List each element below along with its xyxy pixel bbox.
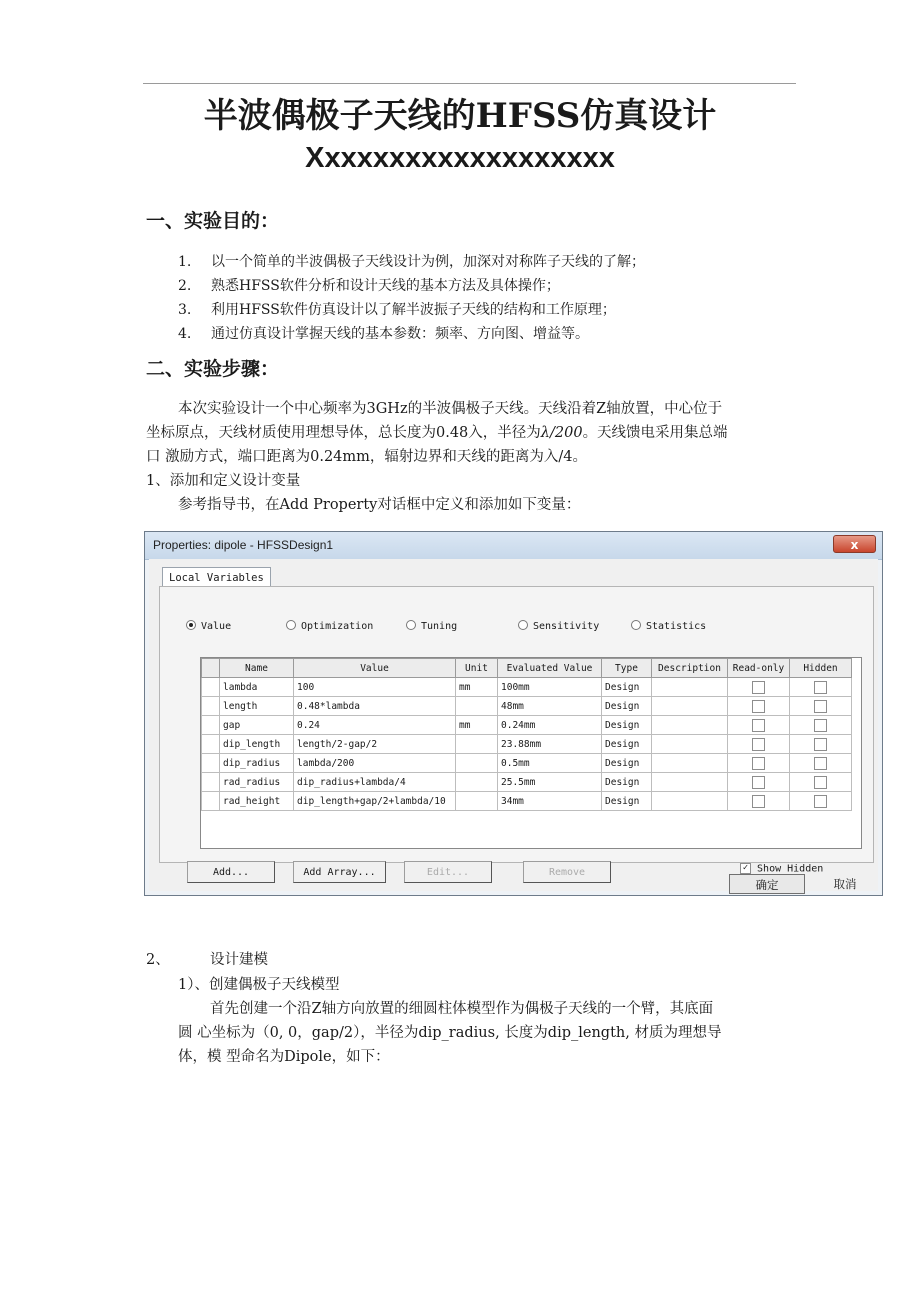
cell-description[interactable]	[652, 678, 728, 697]
cell-evaluated: 48mm	[498, 697, 602, 716]
row-selector[interactable]	[202, 735, 220, 754]
cell-type: Design	[602, 697, 652, 716]
hidden-checkbox[interactable]	[814, 719, 827, 732]
readonly-checkbox[interactable]	[752, 757, 765, 770]
list-text: 利用HFSS软件仿真设计以了解半波振子天线的结构和工作原理；	[211, 302, 616, 318]
step2-heading: 设计建模	[210, 952, 268, 968]
row-selector[interactable]	[202, 773, 220, 792]
list-number: 2.	[178, 278, 192, 294]
row-selector[interactable]	[202, 697, 220, 716]
radio-label: Optimization	[301, 621, 374, 632]
radio-label: Sensitivity	[533, 621, 600, 632]
table-header-row	[202, 659, 852, 678]
cell-unit[interactable]: mm	[456, 678, 498, 697]
cell-evaluated: 100mm	[498, 678, 602, 697]
radio-icon	[518, 620, 528, 630]
column-header[interactable]: Description	[652, 659, 728, 678]
radio-label: Value	[201, 621, 232, 632]
hidden-cell	[790, 678, 852, 697]
radio-value[interactable]	[186, 620, 231, 632]
hidden-cell	[790, 773, 852, 792]
cell-name[interactable]: lambda	[220, 678, 294, 697]
cell-value[interactable]: 100	[294, 678, 456, 697]
variables-table	[201, 658, 852, 811]
row-selector[interactable]	[202, 678, 220, 697]
radio-selected-icon	[186, 620, 196, 630]
table-row[interactable]	[202, 735, 852, 754]
readonly-cell	[728, 792, 790, 811]
cell-type: Design	[602, 716, 652, 735]
cell-unit[interactable]	[456, 735, 498, 754]
cell-type: Design	[602, 678, 652, 697]
hidden-checkbox[interactable]	[814, 681, 827, 694]
hidden-cell	[790, 754, 852, 773]
table-row[interactable]	[202, 754, 852, 773]
section2-heading: 二、实验步骤：	[146, 358, 280, 380]
intro-line-1: 本次实验设计一个中心频率为3GHz的半波偶极子天线。天线沿着Z轴放置，中心位于	[178, 401, 723, 417]
hidden-cell	[790, 735, 852, 754]
intro-line-3: 口 激励方式，端口距离为0.24mm，辐射边界和天线的距离为入/4。	[146, 449, 588, 465]
cell-description[interactable]	[652, 697, 728, 716]
cell-evaluated: 0.5mm	[498, 754, 602, 773]
tab-panel	[159, 586, 874, 878]
cell-unit[interactable]	[456, 754, 498, 773]
cell-name[interactable]: length	[220, 697, 294, 716]
cell-description[interactable]	[652, 735, 728, 754]
table-row[interactable]	[202, 697, 852, 716]
step1-heading: 1、添加和定义设计变量	[146, 473, 301, 489]
readonly-cell	[728, 678, 790, 697]
cell-value[interactable]: 0.48*lambda	[294, 697, 456, 716]
intro-text: 坐标原点，天线材质使用理想导体，总长度为0.48入，半径为	[146, 425, 541, 441]
row-selector[interactable]	[202, 754, 220, 773]
cell-name[interactable]: rad_radius	[220, 773, 294, 792]
cancel-button[interactable]: 取消	[833, 877, 857, 891]
column-header[interactable]: Evaluated Value	[498, 659, 602, 678]
readonly-checkbox[interactable]	[752, 776, 765, 789]
cell-value[interactable]: 0.24	[294, 716, 456, 735]
dialog-titlebar[interactable]	[145, 532, 882, 560]
list-item	[178, 299, 616, 319]
section1-heading: 一、实验目的：	[146, 210, 280, 232]
column-header[interactable]: Name	[220, 659, 294, 678]
document-title: 半波偶极子天线的HFSS仿真设计	[203, 96, 717, 136]
cell-value[interactable]: length/2-gap/2	[294, 735, 456, 754]
hidden-checkbox[interactable]	[814, 738, 827, 751]
step2-subheading: 1）、创建偶极子天线模型	[178, 977, 340, 993]
cell-type: Design	[602, 792, 652, 811]
list-number: 4.	[178, 326, 192, 342]
show-hidden-label: Show Hidden	[757, 863, 824, 875]
list-number: 1.	[178, 254, 192, 270]
cell-evaluated: 25.5mm	[498, 773, 602, 792]
tab-local-variables[interactable]: Local Variables	[162, 567, 271, 588]
hidden-checkbox[interactable]	[814, 757, 827, 770]
radio-icon	[286, 620, 296, 630]
readonly-checkbox[interactable]	[752, 681, 765, 694]
row-selector-header	[202, 659, 220, 678]
radio-statistics[interactable]	[631, 620, 706, 632]
cell-evaluated: 0.24mm	[498, 716, 602, 735]
step2-number: 2、	[146, 952, 170, 968]
cell-value[interactable]: dip_radius+lambda/4	[294, 773, 456, 792]
column-header[interactable]: Type	[602, 659, 652, 678]
radio-icon	[631, 620, 641, 630]
hidden-checkbox[interactable]	[814, 795, 827, 808]
readonly-cell	[728, 697, 790, 716]
properties-dialog	[144, 531, 883, 896]
cell-evaluated: 34mm	[498, 792, 602, 811]
hidden-cell	[790, 792, 852, 811]
hidden-checkbox[interactable]	[814, 700, 827, 713]
cell-value[interactable]: dip_length+gap/2+lambda/10	[294, 792, 456, 811]
list-text: 以一个简单的半波偶极子天线设计为例，加深对对称阵子天线的了解；	[211, 254, 645, 270]
readonly-checkbox[interactable]	[752, 700, 765, 713]
cell-type: Design	[602, 754, 652, 773]
hidden-cell	[790, 716, 852, 735]
cell-description[interactable]	[652, 754, 728, 773]
cell-name[interactable]: dip_radius	[220, 754, 294, 773]
list-item	[178, 323, 589, 343]
ok-button[interactable]: 确定	[729, 874, 805, 894]
header-rule	[143, 83, 796, 84]
edit-button[interactable]: Edit...	[404, 861, 492, 883]
cell-type: Design	[602, 773, 652, 792]
intro-line-2	[146, 421, 728, 442]
readonly-checkbox[interactable]	[752, 795, 765, 808]
list-item	[178, 275, 560, 295]
cell-unit[interactable]	[456, 792, 498, 811]
column-header[interactable]: Value	[294, 659, 456, 678]
radio-tuning[interactable]	[406, 620, 457, 632]
readonly-cell	[728, 716, 790, 735]
variables-grid	[200, 657, 862, 849]
cell-unit[interactable]	[456, 773, 498, 792]
column-header[interactable]: Read-only	[728, 659, 790, 678]
author-name: Xxxxxxxxxxxxxxxxxxx	[305, 142, 615, 174]
table-row[interactable]	[202, 792, 852, 811]
readonly-cell	[728, 735, 790, 754]
step2-line-2: 圆 心坐标为（0, 0，gap/2），半径为dip_radius, 长度为dip_length, 材质为理想导	[178, 1025, 722, 1041]
radio-label: Tuning	[421, 621, 458, 632]
check-icon[interactable]: ✓	[740, 863, 751, 874]
hidden-cell	[790, 697, 852, 716]
intro-text: 。天线馈电采用集总端	[582, 425, 728, 441]
cell-name[interactable]: gap	[220, 716, 294, 735]
cell-value[interactable]: lambda/200	[294, 754, 456, 773]
cell-name[interactable]: dip_length	[220, 735, 294, 754]
cell-description[interactable]	[652, 716, 728, 735]
readonly-checkbox[interactable]	[752, 738, 765, 751]
readonly-cell	[728, 773, 790, 792]
step1-text: 参考指导书，在Add Property对话框中定义和添加如下变量：	[178, 497, 581, 513]
list-item	[178, 251, 645, 271]
cell-evaluated: 23.88mm	[498, 735, 602, 754]
add-array-button[interactable]: Add Array...	[293, 861, 386, 883]
step2-line-3: 体，模 型命名为Dipole，如下：	[178, 1049, 390, 1065]
radio-sensitivity[interactable]	[518, 620, 599, 632]
radio-icon	[406, 620, 416, 630]
step2-line-1: 首先创建一个沿Z轴方向放置的细圆柱体模型作为偶极子天线的一个臂，其底面	[210, 1001, 714, 1017]
add-button[interactable]: Add...	[187, 861, 275, 883]
cell-unit[interactable]	[456, 697, 498, 716]
cell-description[interactable]	[652, 792, 728, 811]
cell-unit[interactable]: mm	[456, 716, 498, 735]
column-header[interactable]: Unit	[456, 659, 498, 678]
show-hidden-option[interactable]	[740, 863, 823, 875]
table-row[interactable]	[202, 678, 852, 697]
remove-button[interactable]: Remove	[523, 861, 611, 883]
readonly-checkbox[interactable]	[752, 719, 765, 732]
dialog-title: Properties: dipole - HFSSDesign1	[153, 538, 334, 552]
cell-type: Design	[602, 735, 652, 754]
list-text: 通过仿真设计掌握天线的基本参数：频率、方向图、增益等。	[211, 326, 589, 342]
row-selector[interactable]	[202, 792, 220, 811]
row-selector[interactable]	[202, 716, 220, 735]
list-number: 3.	[178, 302, 192, 318]
list-text: 熟悉HFSS软件分析和设计天线的基本方法及具体操作；	[211, 278, 560, 294]
dialog-body	[149, 559, 878, 891]
radio-optimization[interactable]	[286, 620, 373, 632]
hidden-checkbox[interactable]	[814, 776, 827, 789]
column-header[interactable]: Hidden	[790, 659, 852, 678]
cell-description[interactable]	[652, 773, 728, 792]
table-row[interactable]	[202, 716, 852, 735]
radius-expression: λ/200	[540, 425, 583, 441]
radio-label: Statistics	[646, 621, 707, 632]
readonly-cell	[728, 754, 790, 773]
close-icon[interactable]: x	[833, 535, 876, 553]
table-row[interactable]	[202, 773, 852, 792]
cell-name[interactable]: rad_height	[220, 792, 294, 811]
